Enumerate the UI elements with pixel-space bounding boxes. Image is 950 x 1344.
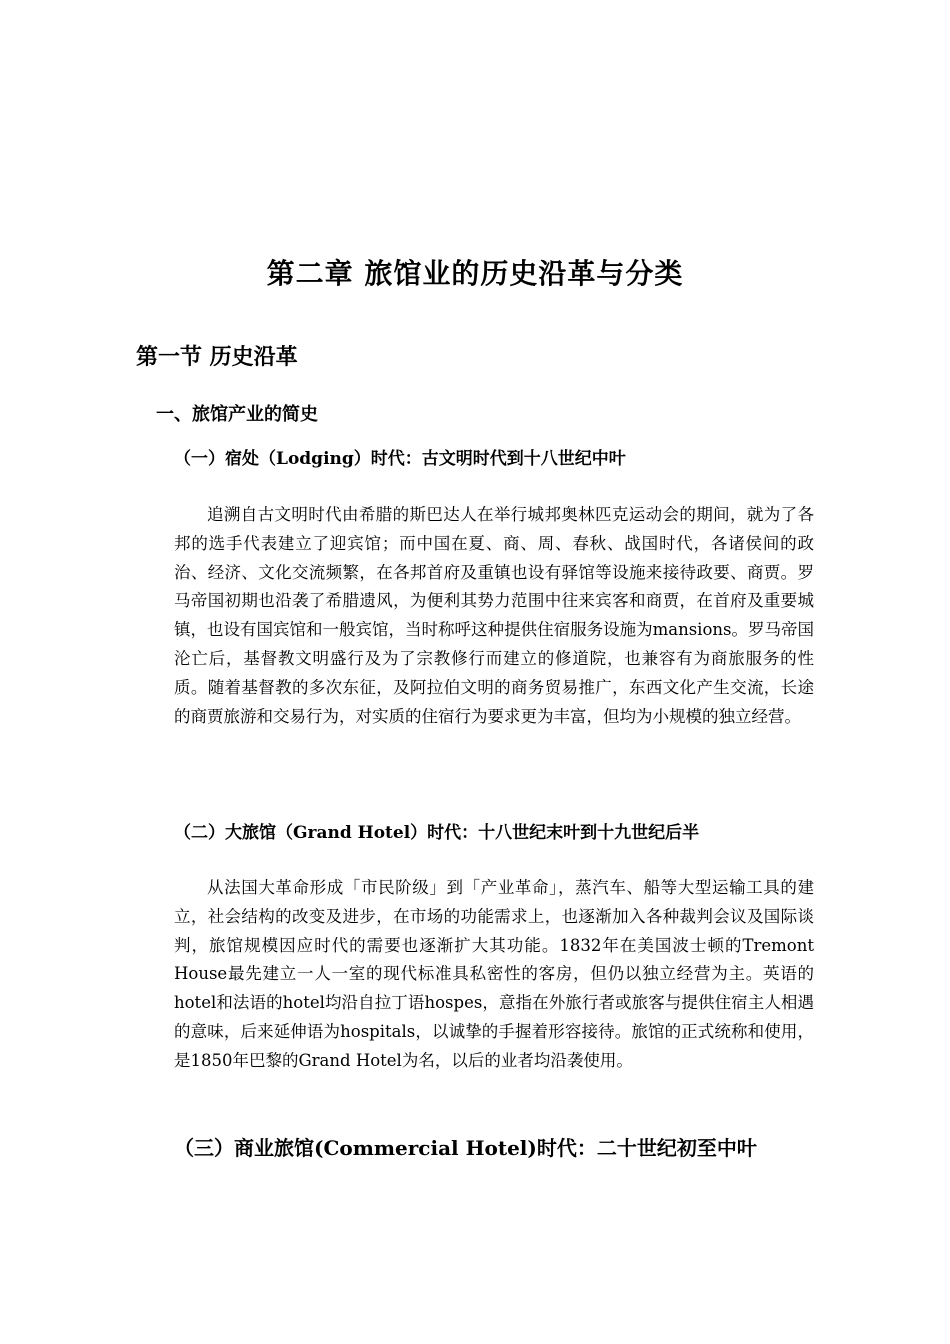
paragraph-lodging: 追溯自古文明时代由希腊的斯巴达人在举行城邦奥林匹克运动会的期间，就为了各邦的选手代表建立了迎宾馆；而中国在夏、商、周、春秋、战国时代，各诸侯间的政治、经济、文化交流频繁，在各邦首府及重镇也设有驿馆等设施来接待政要、商贾。罗马帝国初期也沿袭了希腊遗风，为便利其势力范围中往来宾客和商贾，在首府及重要城镇，也设有国宾馆和一般宾馆，当时称呼这种提供住宿服务设施为mansions。罗马帝国沦亡后，基督教文明盛行及为了宗教修行而建立的修道院，也兼容有为商旅服务的性质。随着基督教的多次东征，及阿拉伯文明的商务贸易推广，东西文化产生交流，长途的商贾旅游和交易行为，对实质的住宿行为要求更为丰富，但均为小规模的独立经营。 — [174, 505, 814, 726]
sub-heading: 一、旅馆产业的简史 — [156, 404, 318, 425]
item-heading-grand-hotel: （二）大旅馆（Grand Hotel）时代：十八世纪末叶到十九世纪后半 — [174, 823, 700, 843]
item-heading-lodging: （一）宿处（Lodging）时代：古文明时代到十八世纪中叶 — [174, 449, 626, 469]
paragraph-grand-hotel: 从法国大革命形成「市民阶级」到「产业革命」，蒸汽车、船等大型运输工具的建立，社会结构的改变及进步，在市场的功能需求上，也逐渐加入各种裁判会议及国际谈判，旅馆规模因应时代的需要也逐渐扩大其功能。1832年在美国波士顿的Tremont House最先建立一人一室的现代标准具私密性的客房，但仍以独立经营为主。英语的hotel和法语的hotel均沿自拉丁语hospes，意指在外旅行者或旅客与提供住宿主人相遇的意味，后来延伸语为hospitals，以诚挚的手握着形容接待。旅馆的正式统称和使用，是1850年巴黎的Grand Hotel为名，以后的业者均沿袭使用。 — [174, 878, 814, 1070]
item-heading-commercial-hotel: （三）商业旅馆(Commercial Hotel)时代：二十世纪初至中叶 — [174, 1136, 757, 1160]
section-title: 第一节 历史沿革 — [136, 344, 298, 370]
chapter-title: 第二章 旅馆业的历史沿革与分类 — [266, 257, 684, 290]
